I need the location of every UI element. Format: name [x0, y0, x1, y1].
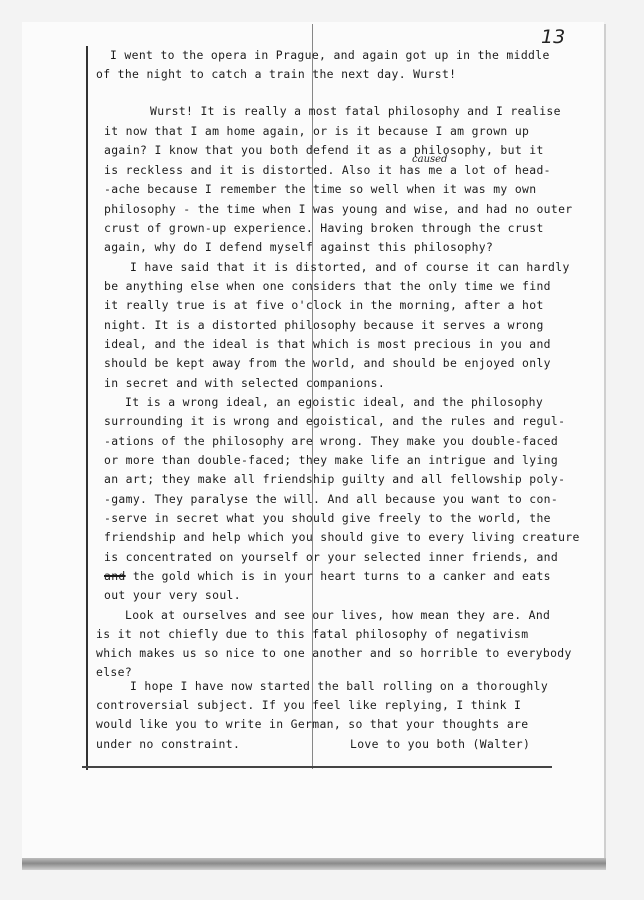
text-line: in secret and with selected companions. [104, 376, 386, 390]
text-line: which makes us so nice to one another and so horrible to everybody [96, 646, 572, 660]
text-line: it now that I am home again, or is it because I am grown up [104, 124, 530, 138]
text-line: I have said that it is distorted, and of course it can hardly [130, 260, 570, 274]
handwritten-insert: caused [412, 154, 448, 165]
text-line: crust of grown-up experience. Having broken through the crust [104, 221, 544, 235]
text-line: -ache because I remember the time so well when it was my own [104, 182, 537, 196]
text-line: -serve in secret what you should give freely to the world, the [104, 511, 551, 525]
text-line: an art; they make all friendship guilty and all fellowship poly- [104, 472, 566, 486]
text-line: surrounding it is wrong and egoistical, and the rules and regul- [104, 414, 566, 428]
text-line: I went to the opera in Prague, and again got up in the middle [110, 48, 550, 62]
text-line: Wurst! It is really a most fatal philosophy and I realise [150, 104, 561, 118]
text-line: friendship and help which you should give to every living creature [104, 530, 580, 544]
text-line: Look at ourselves and see our lives, how mean they are. And [125, 608, 551, 622]
text-line: be anything else when one considers that the only time we find [104, 279, 551, 293]
text-line: philosophy - the time when I was young and wise, and had no outer [104, 202, 573, 216]
text-line: else? [96, 665, 133, 679]
text-line: should be kept away from the world, and should be enjoyed only [104, 356, 551, 370]
text-line: -gamy. They paralyse the will. And all because you want to con- [104, 492, 559, 506]
text-line: out your very soul. [104, 588, 241, 602]
text-line: I hope I have now started the ball rolling on a thoroughly [130, 679, 549, 693]
footer-rule [82, 766, 552, 768]
text-line: under no constraint. [96, 737, 241, 751]
text-line: It is a wrong ideal, an egoistic ideal, and the philosophy [125, 395, 544, 409]
text-line: is it not chiefly due to this fatal philosophy of negativism [96, 627, 529, 641]
text-line: of the night to catch a train the next day. Wurst! [96, 67, 457, 81]
text-line: is concentrated on yourself or your selected inner friends, and [104, 550, 559, 564]
text-line: would like you to write in German, so that your thoughts are [96, 717, 529, 731]
text-line: is reckless and it is distorted. Also it has me a lot of head- [104, 163, 551, 177]
margin-rule [86, 46, 88, 770]
text-line: again, why do I defend myself against this philosophy? [104, 240, 494, 254]
text-line: or more than double-faced; they make life an intrigue and lying [104, 453, 559, 467]
text-line: ideal, and the ideal is that which is most precious in you and [104, 337, 551, 351]
page-number: 13 [541, 26, 566, 48]
signature: Love to you both (Walter) [350, 737, 531, 751]
text-line: night. It is a distorted philosophy because it serves a wrong [104, 318, 544, 332]
scan-shadow [22, 858, 606, 870]
text-line: it really true is at five o'clock in the morning, after a hot [104, 298, 544, 312]
text-line: -ations of the philosophy are wrong. They make you double-faced [104, 434, 559, 448]
text-line: again? I know that you both defend it as a philosophy, but it [104, 143, 544, 157]
text-line: and the gold which is in your heart turns to a canker and eats [104, 569, 551, 583]
struck-word: and [104, 569, 126, 583]
text-line: controversial subject. If you feel like replying, I think I [96, 698, 522, 712]
